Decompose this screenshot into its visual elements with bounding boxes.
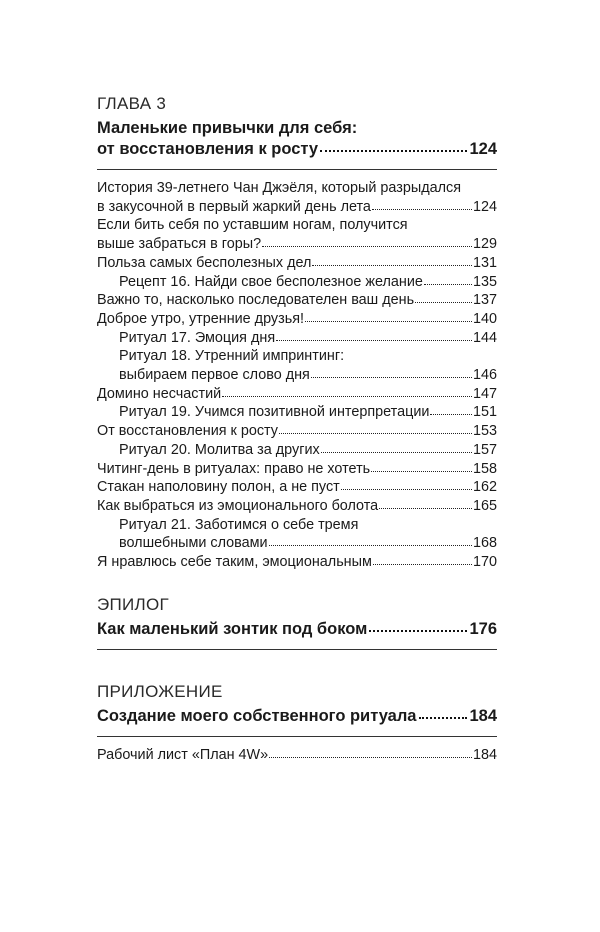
toc-content xyxy=(97,93,497,764)
entry-page-number: 151 xyxy=(472,404,497,421)
entry-title-line: выбираем первое слово дня xyxy=(119,367,310,384)
section-divider xyxy=(97,649,497,650)
dot-leader xyxy=(369,630,467,632)
toc-subentry[interactable] xyxy=(97,347,497,384)
entry-title-line: Домино несчастий xyxy=(97,385,222,402)
entry-leader-row xyxy=(119,534,497,553)
dot-leader xyxy=(269,757,472,758)
section-divider xyxy=(97,169,497,170)
dot-leader xyxy=(430,414,472,415)
entry-page-number: 170 xyxy=(472,554,497,571)
entry-leader-row xyxy=(119,329,497,348)
dot-leader xyxy=(311,377,472,378)
chapter-page-number: 124 xyxy=(469,140,497,158)
entry-page-number: 124 xyxy=(472,198,497,215)
toc-subentry[interactable] xyxy=(97,329,497,348)
entry-page-number: 129 xyxy=(472,236,497,253)
entry-title-line: Важно то, насколько последователен ваш день xyxy=(97,292,415,309)
section-divider xyxy=(97,736,497,737)
chapter-title[interactable] xyxy=(97,118,497,160)
entry-leader-row xyxy=(97,746,497,765)
toc-subentry[interactable] xyxy=(97,403,497,422)
chapter-title-line-2: от восстановления к росту xyxy=(97,140,319,158)
entry-page-number: 147 xyxy=(472,385,497,402)
entry-leader-row xyxy=(97,235,497,254)
entry-page-number: 153 xyxy=(472,423,497,440)
dot-leader xyxy=(305,321,472,322)
entry-title-line: История 39-летнего Чан Джэёля, который разрыдался xyxy=(97,180,461,196)
entry-title-line: Ритуал 20. Молитва за других xyxy=(119,441,320,458)
entry-title-line: в закусочной в первый жаркий день лета xyxy=(97,198,371,215)
toc-entry[interactable] xyxy=(97,254,497,273)
entry-title-line: волшебными словами xyxy=(119,535,268,552)
dot-leader xyxy=(320,150,467,152)
toc-subentry[interactable] xyxy=(97,273,497,292)
entry-leader-row xyxy=(97,254,497,273)
entry-page-number: 144 xyxy=(472,329,497,346)
entry-leader-row xyxy=(97,198,497,217)
entry-leader-row xyxy=(97,310,497,329)
entry-leader-row xyxy=(97,497,497,516)
entry-title-line: Рабочий лист «План 4W» xyxy=(97,746,269,763)
entry-title-line: Если бить себя по уставшим ногам, получится xyxy=(97,217,408,234)
entry-title-line: От восстановления к росту xyxy=(97,423,278,440)
appendix-page-number: 184 xyxy=(469,706,497,725)
entry-leader-row xyxy=(119,273,497,292)
entry-title-line: Стакан наполовину полон, а не пуст xyxy=(97,479,340,496)
appendix-label: ПРИЛОЖЕНИЕ xyxy=(97,681,223,701)
epilog-label: ЭПИЛОГ xyxy=(97,594,170,614)
entry-page-number: 140 xyxy=(472,310,497,327)
dot-leader xyxy=(419,717,468,719)
toc-entry[interactable] xyxy=(97,216,497,253)
entry-leader-row xyxy=(97,385,497,404)
appendix-title-text: Создание моего собственного ритуала xyxy=(97,706,417,725)
dot-leader xyxy=(222,396,472,397)
chapter-title-line-1: Маленькие привычки для себя: xyxy=(97,119,358,137)
entry-page-number: 137 xyxy=(472,292,497,309)
appendix-entries xyxy=(97,746,497,765)
dot-leader xyxy=(312,265,472,266)
entry-leader-row xyxy=(97,291,497,310)
entry-page-number: 168 xyxy=(472,535,497,552)
epilog-title-text: Как маленький зонтик под боком xyxy=(97,619,368,638)
dot-leader xyxy=(371,471,472,472)
toc-entry[interactable] xyxy=(97,310,497,329)
dot-leader xyxy=(262,246,472,247)
epilog-page-number: 176 xyxy=(469,619,497,638)
dot-leader xyxy=(373,564,472,565)
toc-entry[interactable] xyxy=(97,460,497,479)
entry-title-line: Я нравлюсь себе таким, эмоциональным xyxy=(97,554,372,571)
toc-entry[interactable] xyxy=(97,478,497,497)
dot-leader xyxy=(372,209,472,210)
dot-leader xyxy=(415,302,472,303)
epilog-title[interactable] xyxy=(97,619,497,640)
entry-leader-row xyxy=(97,422,497,441)
entry-title-line: Рецепт 16. Найди свое бесполезное желание xyxy=(119,273,423,290)
entry-title-line: Ритуал 18. Утренний импринтинг: xyxy=(119,348,345,365)
dot-leader xyxy=(321,452,472,453)
toc-entry[interactable] xyxy=(97,553,497,572)
toc-entry[interactable] xyxy=(97,291,497,310)
entry-page-number: 184 xyxy=(472,746,497,763)
entry-title-line: Читинг-день в ритуалах: право не хотеть xyxy=(97,460,371,477)
chapter-entries xyxy=(97,179,497,572)
toc-entry[interactable] xyxy=(97,179,497,216)
toc-entry[interactable] xyxy=(97,497,497,516)
entry-leader-row xyxy=(119,441,497,460)
appendix-title[interactable] xyxy=(97,706,497,727)
toc-entry[interactable] xyxy=(97,746,497,765)
entry-page-number: 157 xyxy=(472,441,497,458)
appendix-title-leader xyxy=(97,706,497,727)
toc-subentry[interactable] xyxy=(97,516,497,553)
toc-subentry[interactable] xyxy=(97,441,497,460)
entry-page-number: 162 xyxy=(472,479,497,496)
dot-leader xyxy=(424,284,472,285)
entry-title-line: Польза самых бесполезных дел xyxy=(97,254,312,271)
entry-title-line: выше забраться в горы? xyxy=(97,236,262,253)
entry-leader-row xyxy=(97,478,497,497)
chapter-title-leader xyxy=(97,139,497,160)
entry-title-line: Как выбраться из эмоционального болота xyxy=(97,497,379,514)
epilog-title-leader xyxy=(97,619,497,640)
entry-page-number: 135 xyxy=(472,273,497,290)
entry-page-number: 165 xyxy=(472,497,497,514)
dot-leader xyxy=(276,340,472,341)
entry-title-line: Ритуал 19. Учимся позитивной интерпретации xyxy=(119,404,430,421)
entry-title-line: Ритуал 17. Эмоция дня xyxy=(119,329,276,346)
dot-leader xyxy=(341,489,472,490)
entry-page-number: 158 xyxy=(472,460,497,477)
entry-leader-row xyxy=(97,553,497,572)
entry-title-line: Доброе утро, утренние друзья! xyxy=(97,310,304,327)
dot-leader xyxy=(279,433,472,434)
entry-page-number: 131 xyxy=(472,254,497,271)
entry-page-number: 146 xyxy=(472,367,497,384)
toc-entry[interactable] xyxy=(97,385,497,404)
entry-leader-row xyxy=(119,366,497,385)
dot-leader xyxy=(379,508,472,509)
chapter-label: ГЛАВА 3 xyxy=(97,94,167,113)
entry-title-line: Ритуал 21. Заботимся о себе тремя xyxy=(119,516,359,533)
toc-entry[interactable] xyxy=(97,422,497,441)
entry-leader-row xyxy=(97,460,497,479)
dot-leader xyxy=(269,545,472,546)
entry-leader-row xyxy=(119,403,497,422)
